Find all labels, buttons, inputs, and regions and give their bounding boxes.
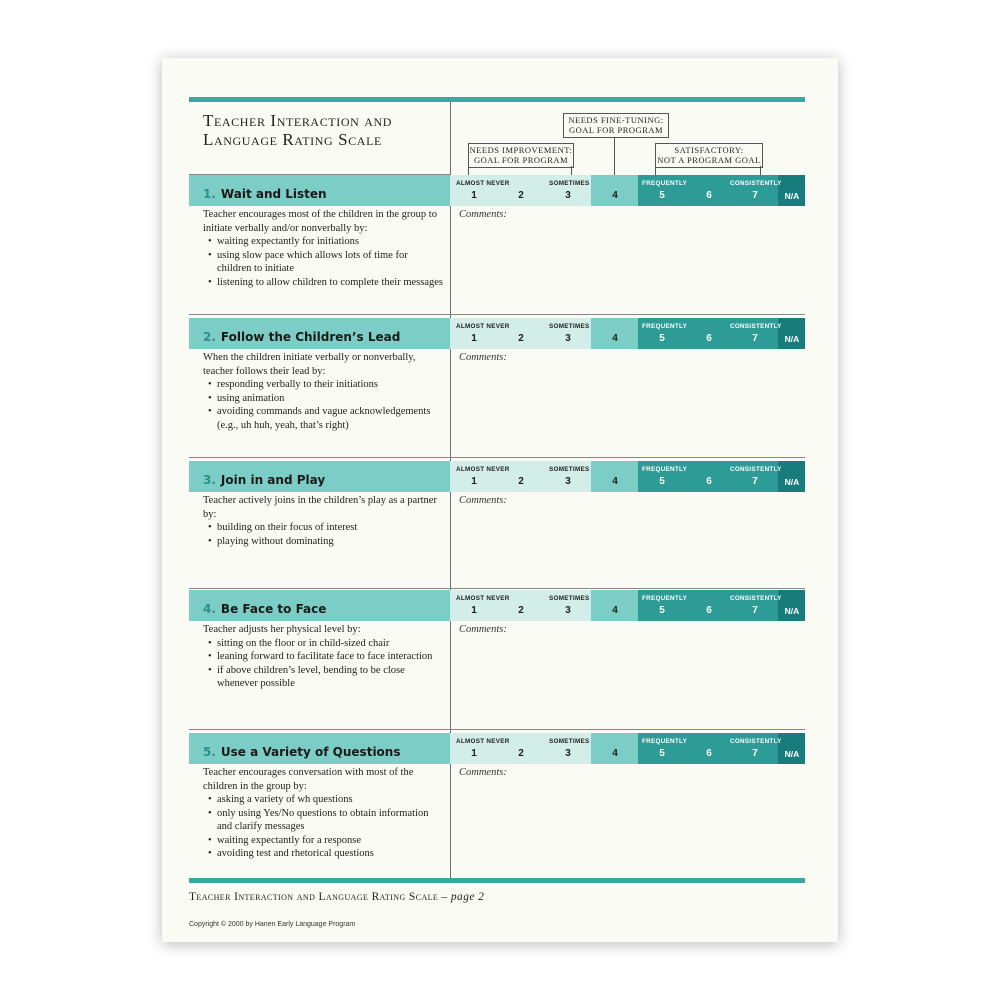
rating-3[interactable]: 3 bbox=[565, 748, 571, 759]
item-label: Wait and Listen bbox=[220, 187, 327, 201]
item-title bbox=[203, 602, 326, 616]
bullet-item: • listening to allow children to complete their messages bbox=[217, 276, 443, 290]
item-label: Use a Variety of Questions bbox=[220, 745, 401, 759]
rating-na[interactable]: N/A bbox=[784, 477, 800, 487]
connector-improvement-left bbox=[468, 166, 469, 175]
item-bullets bbox=[203, 521, 443, 548]
bullet-item: • waiting expectantly for a response bbox=[217, 834, 443, 848]
item-description bbox=[203, 351, 443, 432]
title-line-2: Language Rating Scale bbox=[203, 130, 382, 149]
bullet-item: • leaning forward to facilitate face to face interaction bbox=[217, 650, 443, 664]
rating-na[interactable]: N/A bbox=[784, 191, 800, 201]
rating-2[interactable]: 2 bbox=[518, 748, 524, 759]
callout-satisfactory-line2: NOT A PROGRAM GOAL bbox=[657, 155, 761, 165]
connector-improvement-right bbox=[571, 166, 572, 175]
scale-label-almost-never: ALMOST NEVER bbox=[456, 466, 510, 473]
scale-label-consistently: CONSISTENTLY bbox=[730, 738, 782, 745]
rating-5[interactable]: 5 bbox=[659, 190, 665, 201]
item-header bbox=[189, 733, 805, 764]
rating-2[interactable]: 2 bbox=[518, 476, 524, 487]
item-description bbox=[203, 494, 443, 548]
rating-5[interactable]: 5 bbox=[659, 605, 665, 616]
rating-1[interactable]: 1 bbox=[471, 333, 477, 344]
scale-label-consistently: CONSISTENTLY bbox=[730, 466, 782, 473]
item-description bbox=[203, 208, 443, 289]
row-separator bbox=[189, 729, 805, 730]
item-bullets bbox=[203, 235, 443, 289]
rating-7[interactable]: 7 bbox=[752, 605, 758, 616]
rating-7[interactable]: 7 bbox=[752, 476, 758, 487]
bullet-item: • avoiding commands and vague acknowledgements (e.g., uh huh, yeah, that’s right) bbox=[217, 405, 443, 432]
connector-fine-tuning bbox=[614, 137, 615, 175]
rating-2[interactable]: 2 bbox=[518, 605, 524, 616]
rating-6[interactable]: 6 bbox=[706, 190, 712, 201]
comments-field[interactable]: Comments: bbox=[459, 352, 507, 363]
rating-1[interactable]: 1 bbox=[471, 605, 477, 616]
rating-1[interactable]: 1 bbox=[471, 190, 477, 201]
item-number: 1. bbox=[203, 187, 216, 201]
rating-2[interactable]: 2 bbox=[518, 190, 524, 201]
scale-label-frequently: FREQUENTLY bbox=[642, 180, 688, 187]
top-rule bbox=[189, 97, 805, 102]
bullet-item: • asking a variety of wh questions bbox=[217, 793, 443, 807]
callout-needs-fine-tuning bbox=[563, 113, 669, 138]
rating-4[interactable]: 4 bbox=[612, 476, 618, 487]
item-bullets bbox=[203, 637, 443, 691]
rating-1[interactable]: 1 bbox=[471, 748, 477, 759]
rating-1[interactable]: 1 bbox=[471, 476, 477, 487]
callout-satisfactory-line1: SATISFACTORY: bbox=[674, 145, 744, 155]
scale-label-frequently: FREQUENTLY bbox=[642, 466, 688, 473]
comments-field[interactable]: Comments: bbox=[459, 767, 507, 778]
rating-3[interactable]: 3 bbox=[565, 476, 571, 487]
item-number: 4. bbox=[203, 602, 216, 616]
scale-label-almost-never: ALMOST NEVER bbox=[456, 323, 510, 330]
rating-6[interactable]: 6 bbox=[706, 748, 712, 759]
rating-na[interactable]: N/A bbox=[784, 334, 800, 344]
item-number: 3. bbox=[203, 473, 216, 487]
bullet-item: • playing without dominating bbox=[217, 535, 443, 549]
item-header bbox=[189, 175, 805, 206]
rating-4[interactable]: 4 bbox=[612, 748, 618, 759]
bottom-rule bbox=[189, 878, 805, 883]
page-footer bbox=[189, 891, 484, 903]
item-description bbox=[203, 623, 443, 691]
bullet-item: • using slow pace which allows lots of time for children to initiate bbox=[217, 249, 443, 276]
item-title bbox=[203, 745, 400, 759]
bullet-item: • using animation bbox=[217, 392, 443, 406]
item-intro: Teacher encourages most of the children in the group to initiate verbally and/or nonverbally by: bbox=[203, 209, 437, 234]
comments-field[interactable]: Comments: bbox=[459, 495, 507, 506]
callout-improvement-line1: NEEDS IMPROVEMENT: bbox=[469, 145, 573, 155]
rating-3[interactable]: 3 bbox=[565, 190, 571, 201]
callout-fine-tuning-line2: GOAL FOR PROGRAM bbox=[568, 125, 664, 135]
callout-fine-tuning-line1: NEEDS FINE-TUNING: bbox=[568, 115, 664, 125]
bullet-item: • avoiding test and rhetorical questions bbox=[217, 847, 443, 861]
scale-label-sometimes: SOMETIMES bbox=[549, 738, 590, 745]
scale-label-sometimes: SOMETIMES bbox=[549, 180, 590, 187]
rating-6[interactable]: 6 bbox=[706, 605, 712, 616]
copyright-notice: Copyright © 2000 by Hanen Early Language Program bbox=[189, 921, 356, 928]
item-title bbox=[203, 330, 400, 344]
rating-4[interactable]: 4 bbox=[612, 333, 618, 344]
page-title bbox=[203, 111, 392, 149]
title-line-1: Teacher Interaction and bbox=[203, 111, 393, 130]
bullet-item: • waiting expectantly for initiations bbox=[217, 235, 443, 249]
scale-label-sometimes: SOMETIMES bbox=[549, 595, 590, 602]
rating-6[interactable]: 6 bbox=[706, 333, 712, 344]
bullet-item: • responding verbally to their initiations bbox=[217, 378, 443, 392]
rating-7[interactable]: 7 bbox=[752, 333, 758, 344]
rating-2[interactable]: 2 bbox=[518, 333, 524, 344]
scale-label-frequently: FREQUENTLY bbox=[642, 738, 688, 745]
item-number: 5. bbox=[203, 745, 216, 759]
item-header bbox=[189, 318, 805, 349]
rating-na[interactable]: N/A bbox=[784, 606, 800, 616]
rating-na[interactable]: N/A bbox=[784, 749, 800, 759]
scale-label-consistently: CONSISTENTLY bbox=[730, 323, 782, 330]
bullet-item: • if above children’s level, bending to be close whenever possible bbox=[217, 664, 443, 691]
rating-4[interactable]: 4 bbox=[612, 190, 618, 201]
scale-label-sometimes: SOMETIMES bbox=[549, 466, 590, 473]
callout-improvement-line2: GOAL FOR PROGRAM bbox=[473, 155, 569, 165]
item-description bbox=[203, 766, 443, 861]
scale-label-consistently: CONSISTENTLY bbox=[730, 595, 782, 602]
scale-label-almost-never: ALMOST NEVER bbox=[456, 595, 510, 602]
row-separator bbox=[189, 457, 805, 458]
item-intro: Teacher adjusts her physical level by: bbox=[203, 624, 361, 635]
rating-3[interactable]: 3 bbox=[565, 333, 571, 344]
item-bullets bbox=[203, 793, 443, 861]
connector-satisfactory-right bbox=[760, 166, 761, 175]
item-label: Join in and Play bbox=[220, 473, 326, 487]
comments-field[interactable]: Comments: bbox=[459, 624, 507, 635]
rating-5[interactable]: 5 bbox=[659, 476, 665, 487]
scale-label-almost-never: ALMOST NEVER bbox=[456, 738, 510, 745]
item-header bbox=[189, 461, 805, 492]
rating-3[interactable]: 3 bbox=[565, 605, 571, 616]
item-title bbox=[203, 187, 327, 201]
callout-needs-improvement bbox=[468, 143, 574, 168]
item-intro: Teacher encourages conversation with most of the children in the group by: bbox=[203, 767, 414, 792]
bullet-item: • sitting on the floor or in child-sized chair bbox=[217, 637, 443, 651]
connector-satisfactory-left bbox=[655, 166, 656, 175]
rating-4[interactable]: 4 bbox=[612, 605, 618, 616]
scale-label-consistently: CONSISTENTLY bbox=[730, 180, 782, 187]
row-separator bbox=[189, 588, 805, 589]
scale-label-frequently: FREQUENTLY bbox=[642, 595, 688, 602]
rating-6[interactable]: 6 bbox=[706, 476, 712, 487]
scale-label-frequently: FREQUENTLY bbox=[642, 323, 688, 330]
row-separator bbox=[189, 314, 805, 315]
comments-field[interactable]: Comments: bbox=[459, 209, 507, 220]
item-label: Be Face to Face bbox=[220, 602, 327, 616]
callout-satisfactory bbox=[655, 143, 763, 168]
scale-label-sometimes: SOMETIMES bbox=[549, 323, 590, 330]
item-number: 2. bbox=[203, 330, 216, 344]
rating-7[interactable]: 7 bbox=[752, 190, 758, 201]
rating-5[interactable]: 5 bbox=[659, 748, 665, 759]
rating-5[interactable]: 5 bbox=[659, 333, 665, 344]
item-label: Follow the Children’s Lead bbox=[220, 330, 401, 344]
bullet-item: • only using Yes/No questions to obtain information and clarify messages bbox=[217, 807, 443, 834]
bullet-item: • building on their focus of interest bbox=[217, 521, 443, 535]
rating-7[interactable]: 7 bbox=[752, 748, 758, 759]
item-intro: When the children initiate verbally or nonverbally, teacher follows their lead by: bbox=[203, 352, 416, 377]
item-header bbox=[189, 590, 805, 621]
item-bullets bbox=[203, 378, 443, 432]
footer-title: Teacher Interaction and Language Rating Scale bbox=[189, 891, 439, 903]
item-intro: Teacher actively joins in the children’s play as a partner by: bbox=[203, 495, 437, 520]
scale-label-almost-never: ALMOST NEVER bbox=[456, 180, 510, 187]
title-separator bbox=[189, 174, 450, 175]
footer-page-number: – page 2 bbox=[438, 891, 485, 903]
item-title bbox=[203, 473, 325, 487]
